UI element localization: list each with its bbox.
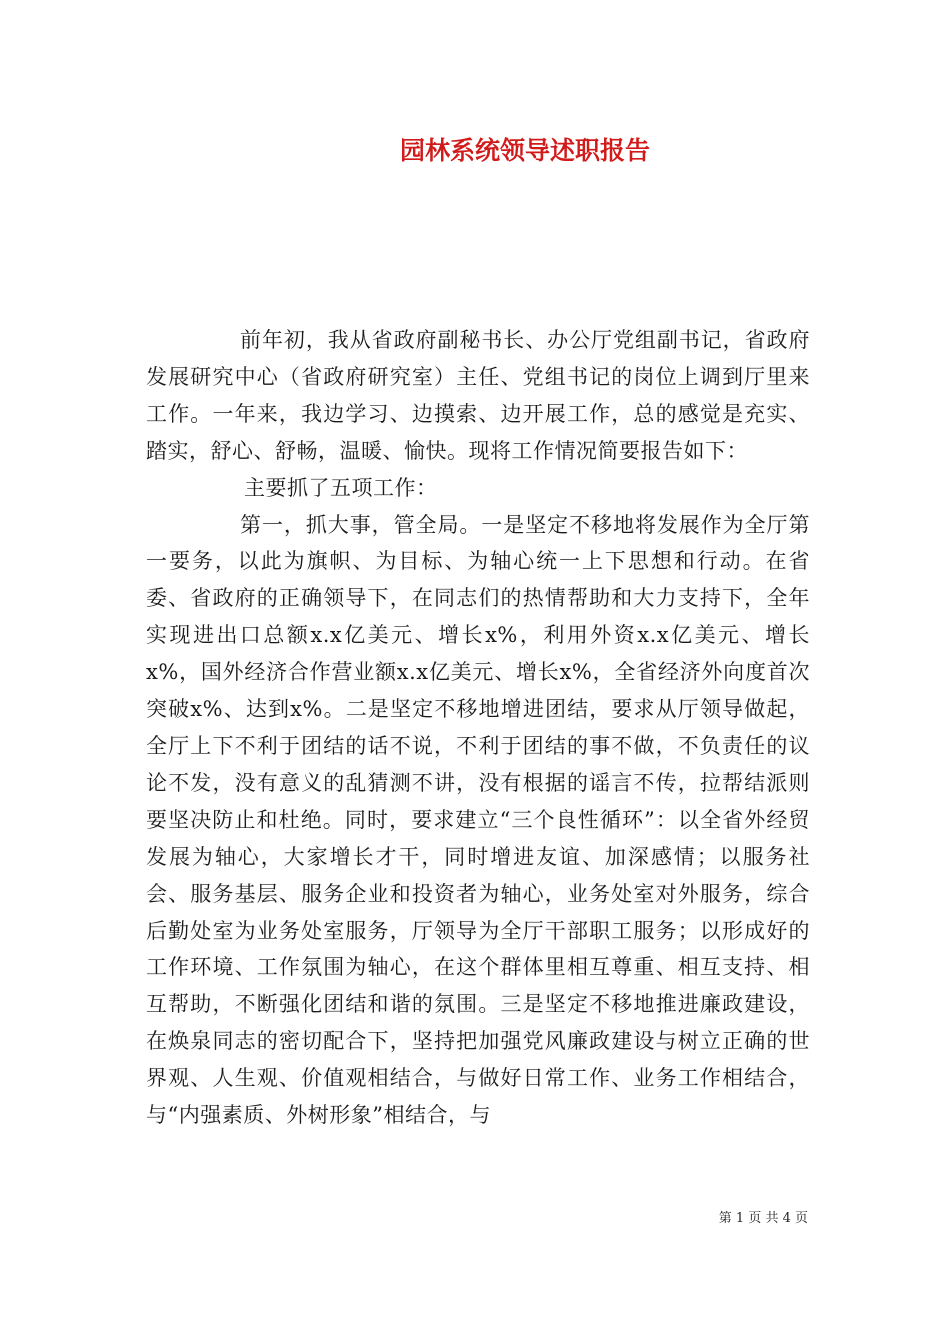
document-title: 园林系统领导述职报告: [399, 136, 650, 165]
page-number: 第 1 页 共 4 页: [718, 1211, 808, 1226]
document-body: [146, 322, 810, 1134]
paragraph-intro: 前年初，我从省政府副秘书长、办公厅党组副书记，省政府发展研究中心（省政府研究室）主任、党组书记的岗位上调到厅里来工作。一年来，我边学习、边摸索、边开展工作，总的感觉是充实、踏实，舒心、舒畅，温暖、愉快。现将工作情况简要报告如下：: [146, 328, 810, 463]
paragraph-summary: 主要抓了五项工作：: [244, 475, 438, 500]
paragraph-first-item: 第一，抓大事，管全局。一是坚定不移地将发展作为全厅第一要务，以此为旗帜、为目标、为轴心统一上下思想和行动。在省委、省政府的正确领导下，在同志们的热情帮助和大力支持下，全年实现进出口总额x.x亿美元、增长x%，利用外资x.x亿美元、增长x%，国外经济合作营业额x.x亿美元、增长x%，全省经济外向度首次突破x%、达到x%。二是坚定不移地增进团结，要求从厅领导做起，全厅上下不利于团结的话不说，不利于团结的事不做，不负责任的议论不发，没有意义的乱猜测不讲，没有根据的谣言不传，拉帮结派则要坚决防止和杜绝。同时，要求建立“三个良性循环”：以全省外经贸发展为轴心，大家增长才干，同时增进友谊、加深感情；以服务社会、服务基层、服务企业和投资者为轴心，业务处室对外服务，综合后勤处室为业务处室服务，厅领导为全厅干部职工服务；以形成好的工作环境、工作氛围为轴心，在这个群体里相互尊重、相互支持、相互帮助，不断强化团结和谐的氛围。三是坚定不移地推进廉政建设，在焕泉同志的密切配合下，坚持把加强党风廉政建设与树立正确的世界观、人生观、价值观相结合，与做好日常工作、业务工作相结合，与“内强素质、外树形象”相结合，与: [146, 512, 810, 1128]
